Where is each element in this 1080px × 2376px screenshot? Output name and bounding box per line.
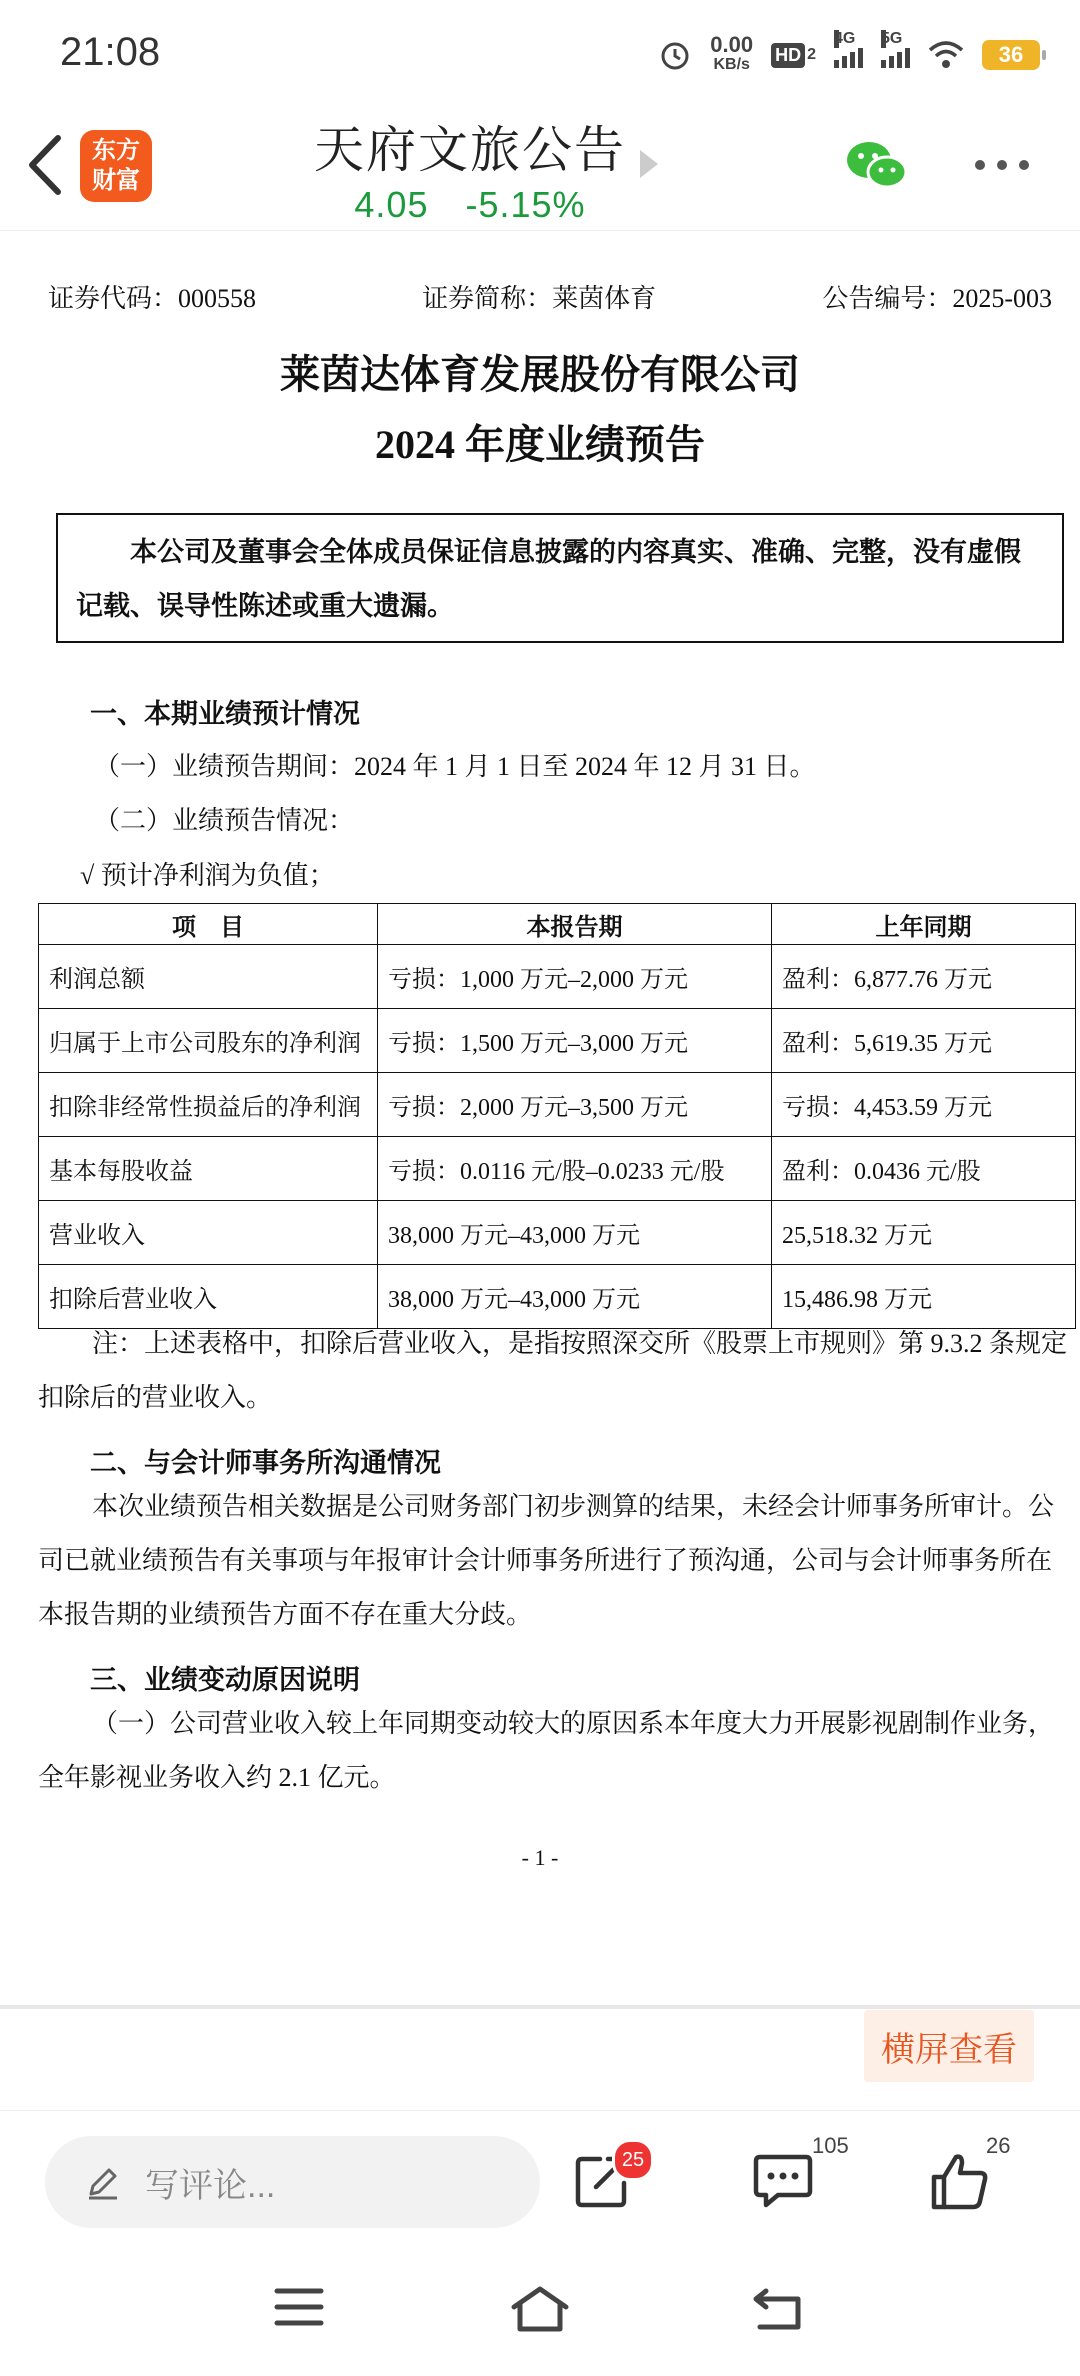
comment-count: 105 (812, 2133, 849, 2158)
play-arrow-icon[interactable] (640, 150, 658, 178)
thumbs-up-icon (930, 2151, 992, 2211)
table-cell: 25,518.32 万元 (772, 1201, 1076, 1265)
wechat-icon[interactable] (845, 138, 909, 194)
alarm-icon (658, 38, 692, 72)
table-cell: 扣除后营业收入 (39, 1265, 378, 1329)
wifi-icon (928, 40, 964, 70)
home-icon[interactable] (510, 2285, 570, 2333)
table-row (39, 1009, 1076, 1073)
table-header: 上年同期 (772, 904, 1076, 945)
net-speed: 0.00 KB/s (710, 32, 754, 73)
bottom-action-bar (0, 2110, 1080, 2251)
table-cell: 盈利：5,619.35 万元 (772, 1009, 1076, 1073)
change-reason-paragraph: （一）公司营业收入较上年同期变动较大的原因系本年度大力开展影视剧制作业务，全年影视业务收入约 2.1 亿元。 (38, 1709, 1055, 1792)
status-icons (658, 30, 1040, 80)
landscape-view-button[interactable]: 横屏查看 (864, 2010, 1034, 2082)
signal-4g-icon: 4G (834, 42, 863, 68)
table-header: 本报告期 (378, 904, 772, 945)
section-heading-2: 二、与会计师事务所沟通情况 (90, 1448, 441, 1478)
battery-icon: 36 (982, 40, 1040, 70)
content-divider (0, 2005, 1080, 2009)
auditor-communication-paragraph: 本次业绩预告相关数据是公司财务部门初步测算的结果，未经会计师事务所审计。公司已就业绩预告有关事项与年报审计会计师事务所进行了预沟通，公司与会计师事务所在本报告期的业绩预告方面不存在重大分歧。 (38, 1492, 1055, 1629)
performance-table (38, 903, 1076, 1329)
like-count: 26 (986, 2133, 1011, 2158)
more-icon[interactable] (975, 160, 1029, 170)
stock-title-block[interactable] (300, 110, 640, 226)
brand-logo[interactable]: 东方 财富 (80, 130, 152, 202)
back-icon[interactable] (20, 130, 70, 200)
table-header-row (39, 904, 1076, 945)
system-nav-bar (0, 2255, 1080, 2376)
table-cell: 基本每股收益 (39, 1137, 378, 1201)
stock-quote (300, 184, 640, 226)
statement-box: 本公司及董事会全体成员保证信息披露的内容真实、准确、完整，没有虚假记载、误导性陈述或重大遗漏。 (56, 513, 1064, 643)
table-cell: 38,000 万元–43,000 万元 (378, 1201, 772, 1265)
table-cell: 盈利：0.0436 元/股 (772, 1137, 1076, 1201)
signal-5g-icon: 5G (881, 42, 910, 68)
table-header: 项 目 (39, 904, 378, 945)
status-bar (0, 0, 1080, 100)
comments-button[interactable] (752, 2133, 849, 2216)
section-heading-3: 三、业绩变动原因说明 (90, 1665, 360, 1695)
table-cell: 利润总额 (39, 945, 378, 1009)
comment-input[interactable] (45, 2136, 540, 2228)
table-cell: 营业收入 (39, 1201, 378, 1265)
stock-name: 天府文旅公告 (314, 122, 626, 178)
securities-code: 证券代码：000558 (48, 284, 257, 313)
table-row (39, 1073, 1076, 1137)
table-row (39, 1201, 1076, 1265)
table-cell: 亏损：4,453.59 万元 (772, 1073, 1076, 1137)
securities-short-name: 证券简称：莱茵体育 (422, 284, 657, 313)
net-profit-negative-check: √ 预计净利润为负值； (80, 861, 335, 890)
table-cell: 归属于上市公司股东的净利润 (39, 1009, 378, 1073)
page-number: - 1 - (521, 1845, 559, 1870)
table-row (39, 945, 1076, 1009)
notice-number: 公告编号：2025-003 (822, 284, 1052, 313)
share-button[interactable] (572, 2148, 645, 2216)
share-badge: 25 (612, 2139, 654, 2181)
app-header (0, 100, 1080, 231)
menu-icon[interactable] (274, 2285, 324, 2329)
document-meta (48, 278, 1052, 315)
table-cell: 38,000 万元–43,000 万元 (378, 1265, 772, 1329)
stock-change: -5.15% (465, 184, 586, 225)
table-cell: 扣除非经常性损益后的净利润 (39, 1073, 378, 1137)
comment-placeholder: 写评论... (145, 2166, 276, 2205)
table-row (39, 1137, 1076, 1201)
pencil-icon (85, 2164, 121, 2200)
forecast-period: （一）业绩预告期间：2024 年 1 月 1 日至 2024 年 12 月 31 日。 (94, 752, 816, 781)
table-cell: 亏损：2,000 万元–3,500 万元 (378, 1073, 772, 1137)
hd-icon: HD 2 (771, 43, 816, 68)
table-cell: 15,486.98 万元 (772, 1265, 1076, 1329)
stock-price: 4.05 (354, 184, 429, 225)
table-cell: 亏损：1,500 万元–3,000 万元 (378, 1009, 772, 1073)
table-cell: 盈利：6,877.76 万元 (772, 945, 1076, 1009)
back-nav-icon[interactable] (752, 2285, 806, 2333)
table-cell: 亏损：1,000 万元–2,000 万元 (378, 945, 772, 1009)
comment-icon (752, 2151, 814, 2211)
table-cell: 亏损：0.0116 元/股–0.0233 元/股 (378, 1137, 772, 1201)
clock: 21:08 (60, 30, 161, 74)
forecast-status-label: （二）业绩预告情况： (94, 806, 355, 835)
table-note: 注：上述表格中，扣除后营业收入，是指按照深交所《股票上市规则》第 9.3.2 条规定扣除后的营业收入。 (38, 1329, 1068, 1412)
section-heading-1: 一、本期业绩预计情况 (90, 699, 360, 729)
document-title: 莱茵达体育发展股份有限公司 2024 年度业绩预告 (280, 352, 800, 467)
like-button[interactable] (930, 2133, 1011, 2216)
